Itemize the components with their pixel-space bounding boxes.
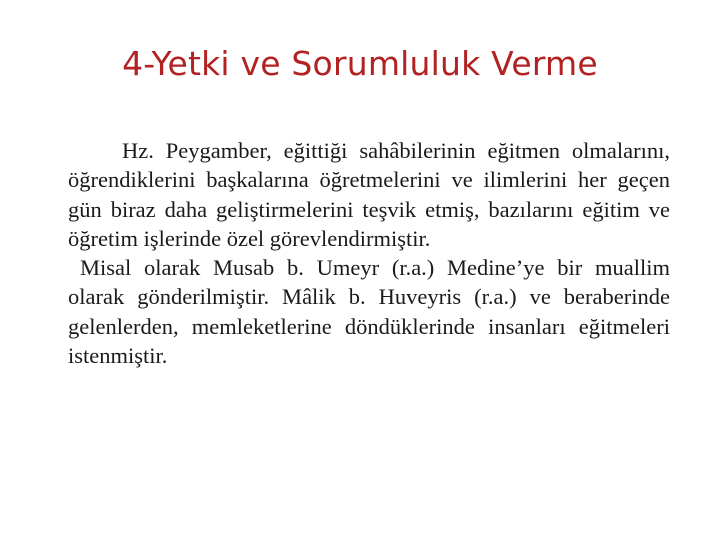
slide-body	[68, 136, 670, 370]
paragraph-first: Hz. Peygamber, eğittiği sahâbilerinin eğitmen olmalarını, öğrendiklerini başkalarına öğretmelerini ve ilimlerini her geçen gün biraz daha geliştirmelerini teşvik etmiş, bazılarını eğitim ve öğretim işlerinde özel görevlendirmiştir.	[68, 138, 670, 251]
paragraph-second: Misal olarak Musab b. Umeyr (r.a.) Medine’ye bir muallim olarak gönderilmiştir. Mâlik b. Huveyris (r.a.) ve beraberinde gelenlerden, memleketlerine döndüklerinde insanları eğitmeleri istenmiştir.	[68, 255, 670, 369]
slide-title: 4-Yetki ve Sorumluluk Verme	[122, 44, 598, 83]
